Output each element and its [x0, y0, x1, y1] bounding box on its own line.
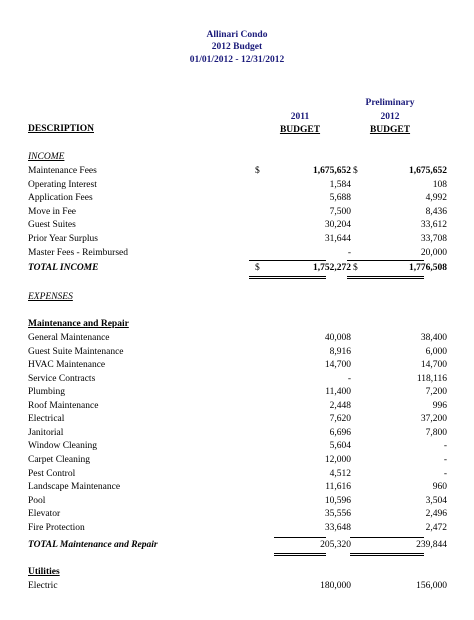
value-2011: - [347, 373, 351, 384]
row-label: Janitorial [28, 427, 64, 438]
value-2011: 1,584 [329, 179, 351, 190]
income-double-line-2011-a [249, 276, 326, 277]
row-label: Master Fees - Reimbursed [28, 247, 128, 258]
table-row [0, 346, 474, 359]
income-total-line-2011 [249, 260, 326, 261]
value-2011: 11,400 [325, 387, 351, 398]
value-2012: 960 [432, 482, 447, 493]
col1-label: BUDGET [279, 125, 321, 135]
value-2011: 7,620 [329, 414, 351, 425]
maint-total-line-2011 [274, 537, 326, 538]
value-2012: 7,200 [425, 387, 447, 398]
value-2011: 7,500 [329, 206, 351, 217]
value-2012: 14,700 [420, 360, 447, 371]
income-total-line-2012 [347, 260, 424, 261]
value-2011: 30,204 [324, 220, 351, 231]
col1-year: 2011 [290, 112, 310, 122]
row-label: Service Contracts [28, 373, 96, 384]
maint-double-line-2012-b [350, 555, 424, 556]
value-2012: 2,472 [425, 522, 447, 533]
value-2012: 108 [432, 179, 447, 190]
table-row [0, 206, 474, 219]
row-label: Application Fees [28, 193, 93, 204]
value-2012: 1,675,652 [409, 166, 447, 176]
maint-double-line-2012-a [350, 553, 424, 554]
table-row [0, 440, 474, 453]
maint-double-line-2011-a [274, 553, 326, 554]
row-label: Carpet Cleaning [28, 454, 90, 465]
value-2012: 38,400 [420, 333, 447, 343]
budget-title: 2012 Budget [211, 42, 263, 52]
value-2012: 2,496 [425, 509, 447, 520]
row-label: Guest Suite Maintenance [28, 346, 124, 357]
table-row [0, 454, 474, 467]
table-row [0, 508, 474, 521]
value-2012: 6,000 [425, 346, 447, 357]
value-2011: 31,644 [324, 234, 351, 244]
table-row [0, 192, 474, 205]
maint-total-2011: 205,320 [320, 540, 351, 550]
maint-total-row [0, 539, 474, 552]
row-label: Electric [28, 581, 58, 591]
table-row [0, 522, 474, 535]
row-label: Maintenance Fees [28, 166, 97, 176]
value-2012: 156,000 [416, 581, 447, 591]
row-label: Window Cleaning [28, 441, 98, 452]
row-label: Operating Interest [28, 179, 97, 190]
maint-total-line-2012 [350, 537, 424, 538]
maint-total-label: TOTAL Maintenance and Repair [28, 540, 158, 550]
table-row [0, 413, 474, 426]
table-row [0, 179, 474, 192]
currency-symbol: $ [353, 263, 358, 273]
col2-label: BUDGET [369, 125, 411, 135]
row-label: General Maintenance [28, 333, 110, 343]
maint-total-2012: 239,844 [416, 540, 447, 550]
value-2011: 33,648 [324, 522, 351, 533]
col2-preliminary: Preliminary [365, 98, 415, 108]
row-label: Landscape Maintenance [28, 482, 121, 493]
budget-period: 01/01/2012 - 12/31/2012 [189, 55, 285, 65]
income-total-2011: 1,752,272 [313, 263, 351, 273]
value-2011: 10,596 [324, 495, 351, 506]
value-2011: 35,556 [324, 509, 351, 520]
value-2011: 40,008 [324, 333, 351, 343]
value-2012: 118,116 [416, 373, 447, 384]
value-2011: 5,688 [329, 193, 351, 204]
value-2011: 4,512 [329, 468, 351, 479]
value-2012: 33,612 [420, 220, 447, 231]
table-row [0, 400, 474, 413]
income-double-line-2012-b [347, 278, 424, 279]
value-2011: 180,000 [320, 581, 351, 591]
income-total-row [0, 262, 474, 275]
row-label: Electrical [28, 414, 65, 425]
table-row [0, 580, 474, 593]
table-row [0, 468, 474, 481]
row-label: HVAC Maintenance [28, 360, 106, 371]
table-row [0, 427, 474, 440]
table-row [0, 247, 474, 260]
value-2011: - [347, 247, 351, 258]
value-2011: 6,696 [329, 427, 351, 438]
row-label: Guest Suites [28, 220, 76, 231]
value-2012: 996 [432, 400, 447, 411]
utilities-subsection-title: Utilities [28, 567, 60, 577]
company-name: Allinari Condo [206, 30, 268, 40]
value-2012: 4,992 [425, 193, 447, 204]
table-row [0, 373, 474, 386]
value-2012: - [443, 454, 447, 465]
value-2012: 3,504 [425, 495, 447, 506]
value-2012: 20,000 [420, 247, 447, 258]
table-row [0, 233, 474, 246]
value-2011: 14,700 [324, 360, 351, 371]
value-2011: 11,616 [325, 482, 351, 493]
row-label: Roof Maintenance [28, 400, 99, 411]
row-label: Pest Control [28, 468, 76, 479]
value-2012: - [443, 441, 447, 452]
value-2011: 5,604 [329, 441, 351, 452]
value-2011: 2,448 [329, 400, 351, 411]
maintenance-subsection-title: Maintenance and Repair [28, 319, 129, 329]
value-2012: - [443, 468, 447, 479]
income-double-line-2011-b [249, 278, 326, 279]
table-row [0, 332, 474, 345]
value-2011: 12,000 [324, 454, 351, 465]
currency-symbol: $ [255, 263, 260, 273]
income-total-label: TOTAL INCOME [28, 263, 99, 273]
income-total-2012: 1,776,508 [409, 263, 447, 273]
description-header: DESCRIPTION [28, 124, 94, 134]
value-2011: 8,916 [329, 346, 351, 357]
row-label: Move in Fee [28, 206, 77, 217]
row-label: Elevator [28, 509, 61, 520]
table-row [0, 495, 474, 508]
value-2012: 8,436 [425, 206, 447, 217]
row-label: Fire Protection [28, 522, 85, 533]
row-label: Plumbing [28, 387, 65, 398]
table-row [0, 481, 474, 494]
value-2011: 1,675,652 [313, 166, 351, 176]
row-label: Prior Year Surplus [28, 234, 98, 244]
value-2012: 33,708 [420, 234, 447, 244]
table-row [0, 386, 474, 399]
table-row [0, 219, 474, 232]
income-double-line-2012-a [347, 276, 424, 277]
currency-symbol: $ [255, 166, 260, 176]
currency-symbol: $ [353, 166, 358, 176]
table-row [0, 359, 474, 372]
col2-year: 2012 [380, 112, 400, 122]
expenses-section-title: EXPENSES [28, 292, 73, 302]
row-label: Pool [28, 495, 46, 506]
income-section-title: INCOME [28, 152, 65, 162]
value-2012: 37,200 [420, 414, 447, 425]
maint-double-line-2011-b [274, 555, 326, 556]
table-row [0, 165, 474, 178]
value-2012: 7,800 [425, 427, 447, 438]
